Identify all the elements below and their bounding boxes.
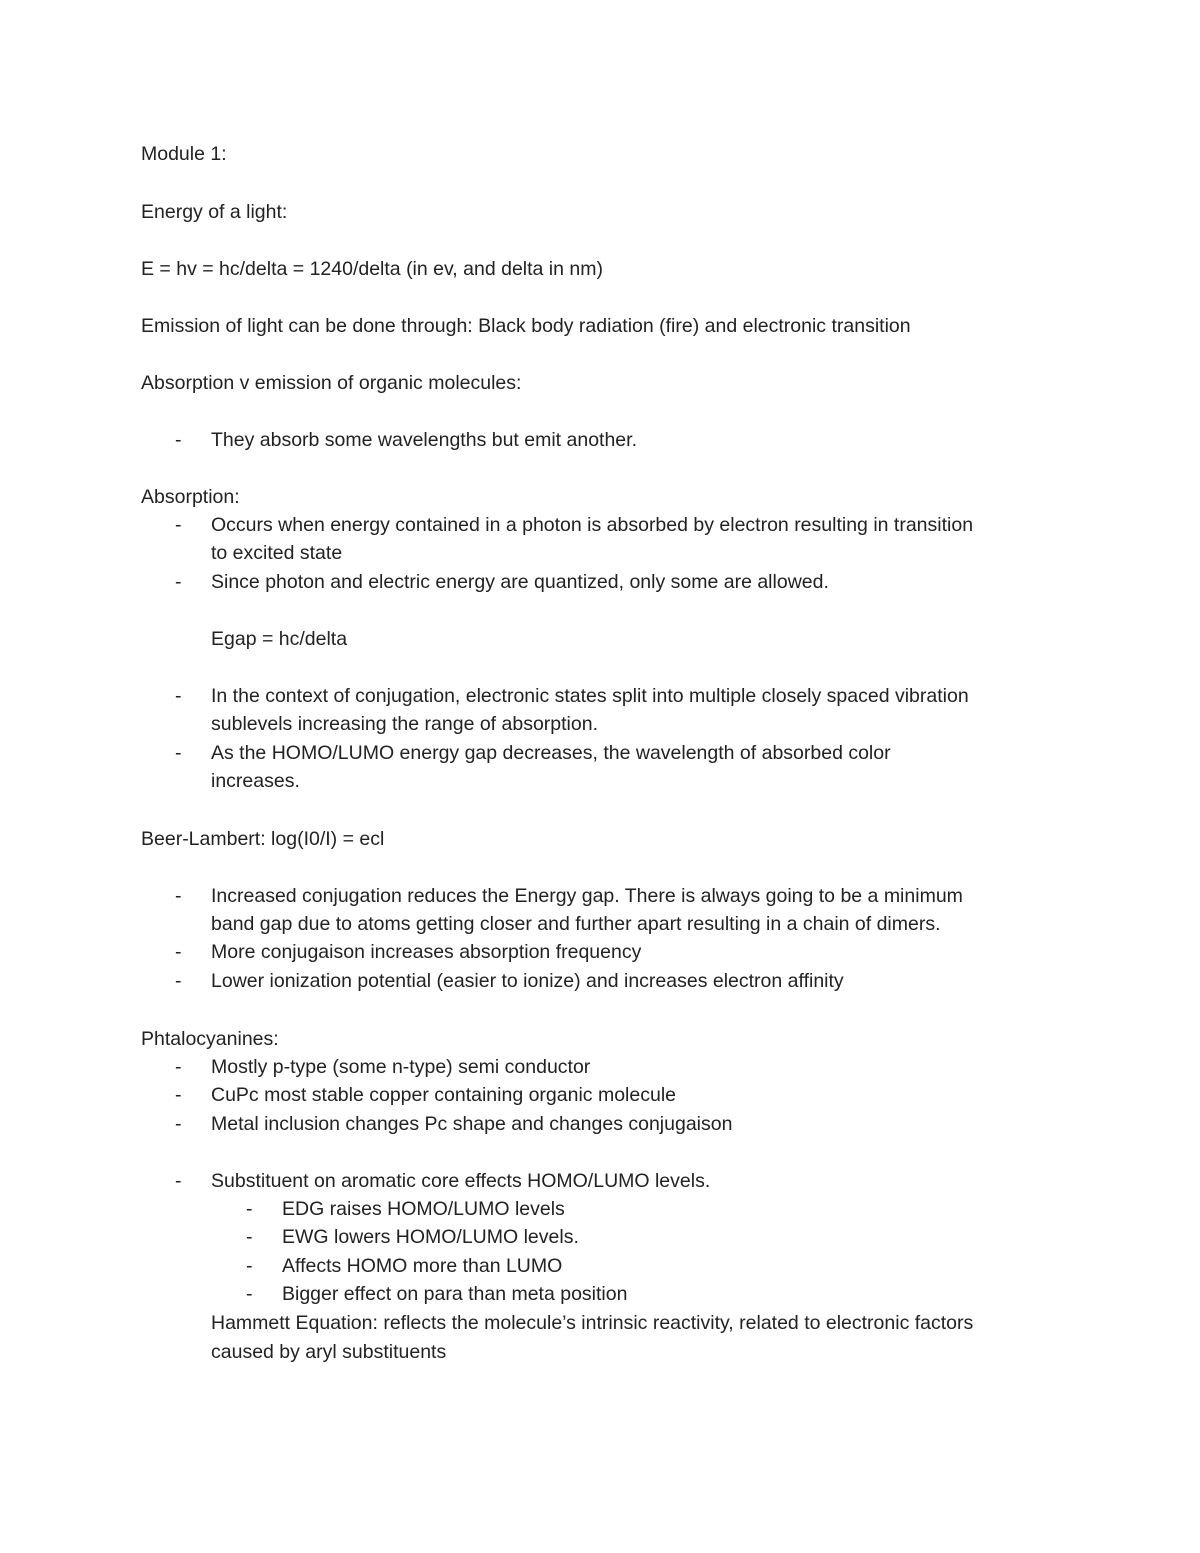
hammett-equation-continuation: caused by aryl substituents (211, 1341, 447, 1363)
list-item: Lower ionization potential (easier to ionize) and increases electron affinity (211, 970, 844, 992)
bullet-dash: - (175, 1170, 182, 1192)
bullet-dash: - (175, 1084, 182, 1106)
sub-list-item: Affects HOMO more than LUMO (282, 1255, 563, 1277)
sub-list-item: EDG raises HOMO/LUMO levels (282, 1198, 565, 1220)
sub-list-item: EWG lowers HOMO/LUMO levels. (282, 1226, 579, 1248)
bullet-dash: - (175, 429, 182, 451)
list-item: Occurs when energy contained in a photon is absorbed by electron resulting in transition (211, 514, 974, 536)
absorption-heading: Absorption: (141, 486, 240, 508)
module-title: Module 1: (141, 143, 227, 165)
energy-heading: Energy of a light: (141, 201, 288, 223)
sub-list-item: Bigger effect on para than meta position (282, 1283, 628, 1305)
beer-lambert-heading: Beer-Lambert: log(I0/I) = ecl (141, 828, 385, 850)
bullet-dash: - (246, 1255, 253, 1277)
bullet-dash: - (175, 685, 182, 707)
hammett-equation: Hammett Equation: reflects the molecule’s intrinsic reactivity, related to electronic factors (211, 1312, 974, 1334)
list-item-continuation: band gap due to atoms getting closer and further apart resulting in a chain of dimers. (211, 913, 941, 935)
bullet-dash: - (175, 514, 182, 536)
phtalocyanines-heading: Phtalocyanines: (141, 1028, 279, 1050)
bullet-dash: - (246, 1198, 253, 1220)
list-item: Since photon and electric energy are quantized, only some are allowed. (211, 571, 829, 593)
energy-equation: E = hv = hc/delta = 1240/delta (in ev, and delta in nm) (141, 258, 603, 280)
list-item-continuation: to excited state (211, 542, 343, 564)
bullet-dash: - (175, 970, 182, 992)
list-item: Increased conjugation reduces the Energy gap. There is always going to be a minimum (211, 885, 963, 907)
list-item: More conjugaison increases absorption frequency (211, 941, 642, 963)
bullet-dash: - (175, 1056, 182, 1078)
list-item: Metal inclusion changes Pc shape and changes conjugaison (211, 1113, 733, 1135)
list-item: In the context of conjugation, electronic states split into multiple closely spaced vibration (211, 685, 969, 707)
list-item: As the HOMO/LUMO energy gap decreases, the wavelength of absorbed color (211, 742, 891, 764)
bullet-dash: - (246, 1226, 253, 1248)
bullet-dash: - (175, 742, 182, 764)
bullet-dash: - (175, 1113, 182, 1135)
list-item-continuation: sublevels increasing the range of absorption. (211, 713, 598, 735)
list-item: Substituent on aromatic core effects HOMO/LUMO levels. (211, 1170, 711, 1192)
bullet-dash: - (175, 885, 182, 907)
egap-equation: Egap = hc/delta (211, 628, 348, 650)
bullet-dash: - (246, 1283, 253, 1305)
list-item: Mostly p-type (some n-type) semi conductor (211, 1056, 591, 1078)
list-item: CuPc most stable copper containing organic molecule (211, 1084, 677, 1106)
absorption-vs-heading: Absorption v emission of organic molecules: (141, 372, 522, 394)
bullet-dash: - (175, 571, 182, 593)
bullet-dash: - (175, 941, 182, 963)
list-item: They absorb some wavelengths but emit another. (211, 429, 637, 451)
emission-text: Emission of light can be done through: Black body radiation (fire) and electronic transition (141, 315, 911, 337)
list-item-continuation: increases. (211, 770, 300, 792)
